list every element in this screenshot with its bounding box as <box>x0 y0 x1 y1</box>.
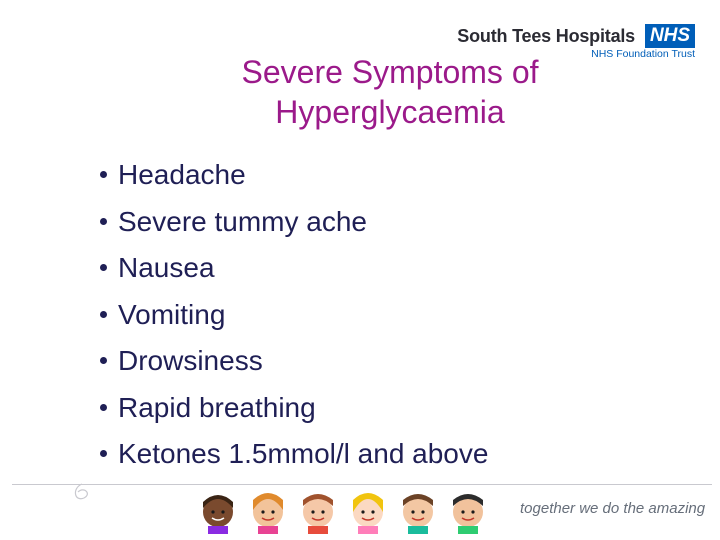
list-item <box>100 155 488 202</box>
bullet-icon <box>100 264 107 271</box>
child-face-icon <box>453 494 483 534</box>
nhs-logo: NHS <box>645 24 695 48</box>
swirl-icon <box>62 480 102 520</box>
child-face-icon <box>303 494 333 534</box>
bullet-icon <box>100 171 107 178</box>
list-item <box>100 341 488 388</box>
bullet-icon <box>100 218 107 225</box>
children-faces-illustration <box>198 486 498 534</box>
child-face-icon <box>203 495 233 534</box>
footer-divider <box>12 484 712 485</box>
slide-title-line-2: Hyperglycaemia <box>275 94 505 130</box>
list-item-text: Drowsiness <box>118 345 263 376</box>
trust-name: NHS Foundation Trust <box>591 48 695 60</box>
list-item <box>100 248 488 295</box>
list-item-text: Headache <box>118 159 246 190</box>
list-item-text: Vomiting <box>118 298 226 330</box>
bullet-icon <box>100 311 107 318</box>
slide-title-line-1: Severe Symptoms of <box>241 54 539 90</box>
symptom-list <box>100 155 488 481</box>
list-item <box>100 388 488 435</box>
bullet-icon <box>100 404 107 411</box>
bullet-icon <box>100 357 107 364</box>
bullet-icon <box>100 450 107 457</box>
list-item <box>100 434 488 481</box>
org-name: South Tees Hospitals <box>457 26 635 46</box>
list-item-text: Rapid breathing <box>118 391 316 423</box>
child-face-icon <box>403 494 433 534</box>
footer <box>0 478 720 540</box>
list-item <box>100 202 488 249</box>
footer-tagline: together we do the amazing <box>520 500 706 517</box>
child-face-icon <box>253 493 283 534</box>
list-item-text: Severe tummy ache <box>118 205 367 237</box>
list-item <box>100 295 488 342</box>
slide-title <box>205 52 575 132</box>
list-item-text: Ketones 1.5mmol/l and above <box>118 438 489 469</box>
child-face-icon <box>353 493 383 534</box>
list-item-text: Nausea <box>118 252 215 283</box>
